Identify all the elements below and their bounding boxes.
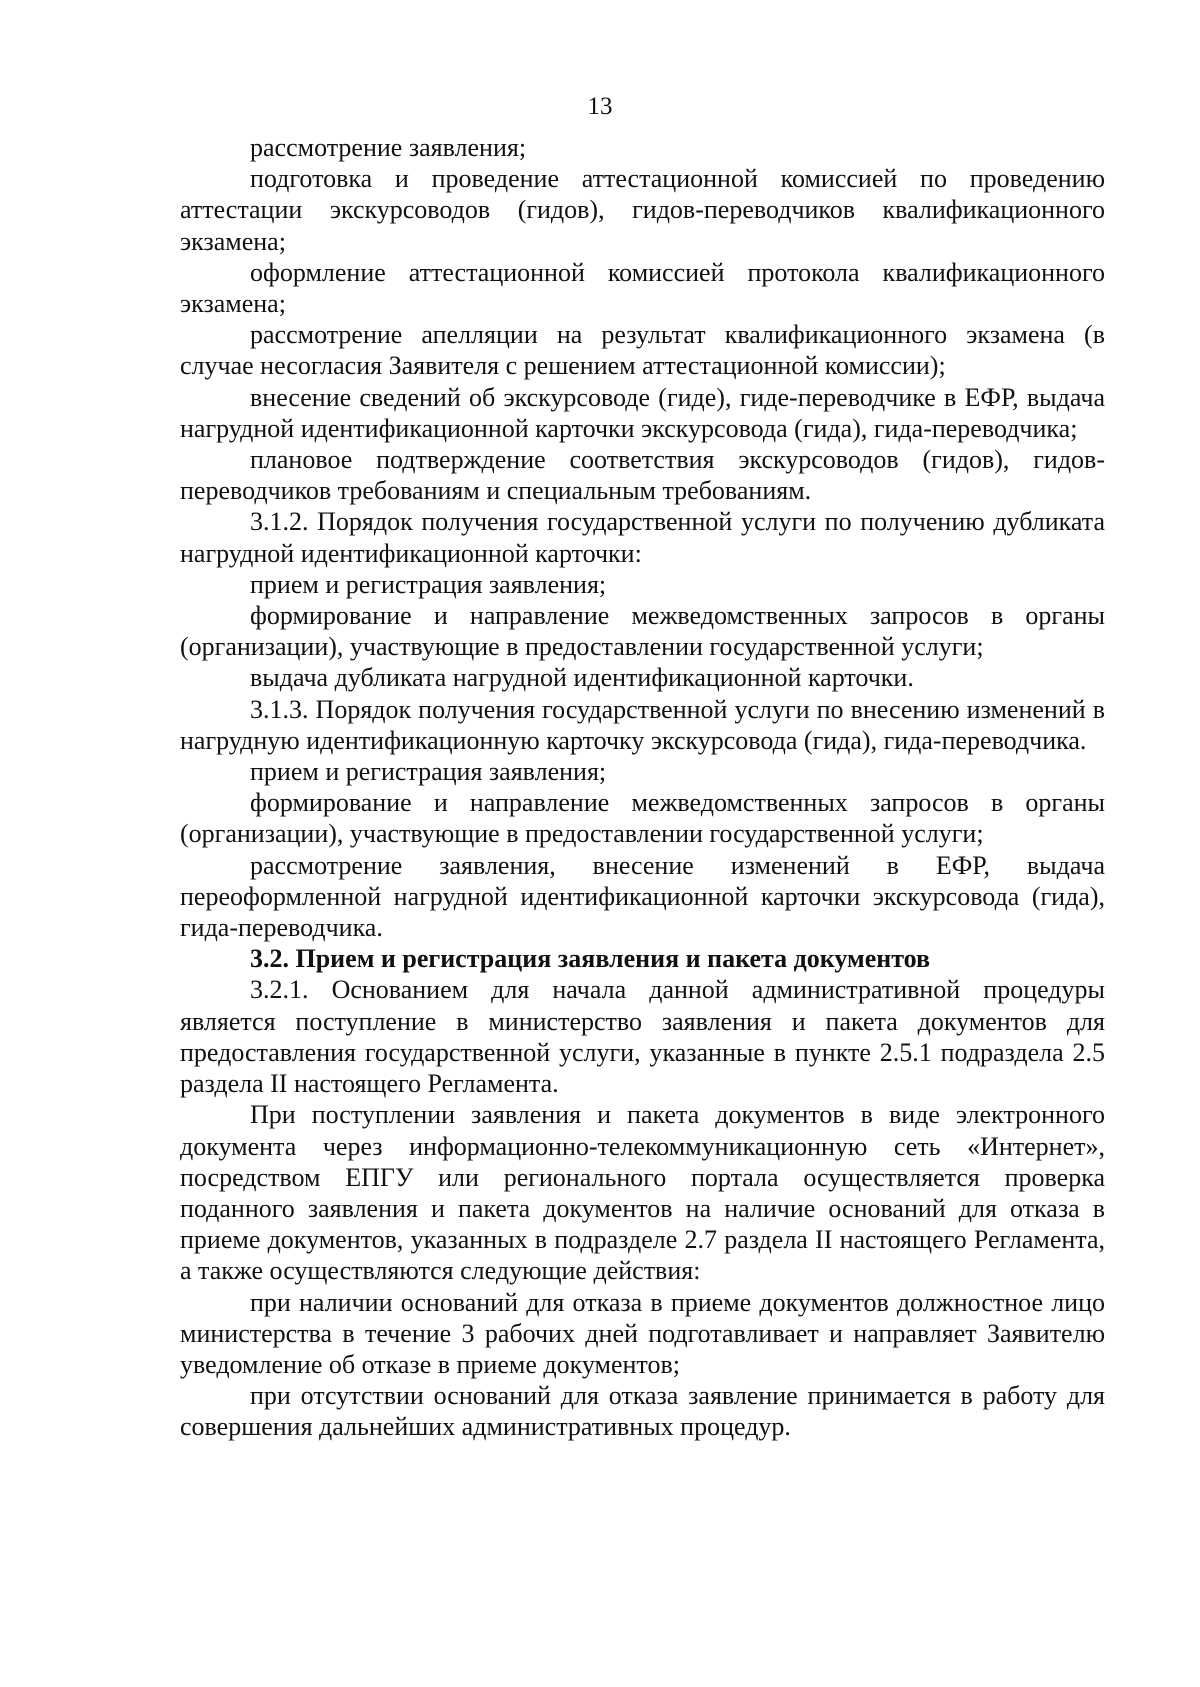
paragraph-13: формирование и направление межведомственных запросов в органы (организации), участвующие в предоставлении государственной услуги;: [180, 788, 1105, 849]
paragraph-12: прием и регистрация заявления;: [250, 757, 607, 787]
paragraph-5: внесение сведений об экскурсоводе (гиде), гиде-переводчике в ЕФР, выдача нагрудной идентификационной карточки экскурсовода (гида), гида-переводчика;: [180, 382, 1105, 443]
paragraph-4: рассмотрение апелляции на результат квалификационного экзамена (в случае несогласия Заявителя с решением аттестационной комиссии);: [180, 320, 1105, 381]
section-heading: 3.2. Прием и регистрация заявления и пакета документов: [250, 944, 931, 974]
paragraph-6: плановое подтверждение соответствия экскурсоводов (гидов), гидов-переводчиков требованиям и специальным требованиям.: [180, 445, 1105, 506]
paragraph-2: подготовка и проведение аттестационной комиссией по проведению аттестации экскурсоводов (гидов), гидов-переводчиков квалификационного экзамена;: [180, 164, 1105, 256]
document-body: [180, 132, 1105, 1443]
paragraph-17: При поступлении заявления и пакета документов в виде электронного документа через информационно-телекоммуникационную сеть «Интернет», посредством ЕПГУ или регионального портала осуществляется проверка поданного заявления и пакета документов на наличие оснований для отказа в приеме документов, указанных в подразделе 2.7 раздела II настоящего Регламента, а также осуществляются следующие действия:: [180, 1100, 1105, 1286]
paragraph-8: прием и регистрация заявления;: [250, 569, 607, 599]
paragraph-10: выдача дубликата нагрудной идентификационной карточки.: [250, 663, 914, 693]
paragraph-9: формирование и направление межведомственных запросов в органы (организации), участвующие в предоставлении государственной услуги;: [180, 601, 1105, 662]
paragraph-19: при отсутствии оснований для отказа заявление принимается в работу для совершения дальнейших административных процедур.: [180, 1381, 1105, 1442]
paragraph-7: 3.1.2. Порядок получения государственной услуги по получению дубликата нагрудной идентификационной карточки:: [180, 507, 1105, 568]
paragraph-16: 3.2.1. Основанием для начала данной административной процедуры является поступление в министерство заявления и пакета документов для предоставления государственной услуги, указанные в пункте 2.5.1 подраздела 2.5 раздела II настоящего Регламента.: [180, 975, 1105, 1099]
paragraph-14: рассмотрение заявления, внесение изменений в ЕФР, выдача переоформленной нагрудной идентификационной карточки экскурсовода (гида), гида-переводчика.: [180, 850, 1105, 943]
paragraph-18: при наличии оснований для отказа в приеме документов должностное лицо министерства в течение 3 рабочих дней подготавливает и направляет Заявителю уведомление об отказе в приеме документов;: [180, 1287, 1105, 1379]
paragraph-11: 3.1.3. Порядок получения государственной услуги по внесению изменений в нагрудную идентификационную карточку экскурсовода (гида), гида-переводчика.: [180, 694, 1105, 755]
page-number: 13: [587, 93, 613, 120]
paragraph-1: рассмотрение заявления;: [250, 133, 527, 162]
paragraph-3: оформление аттестационной комиссией протокола квалификационного экзамена;: [180, 257, 1105, 319]
